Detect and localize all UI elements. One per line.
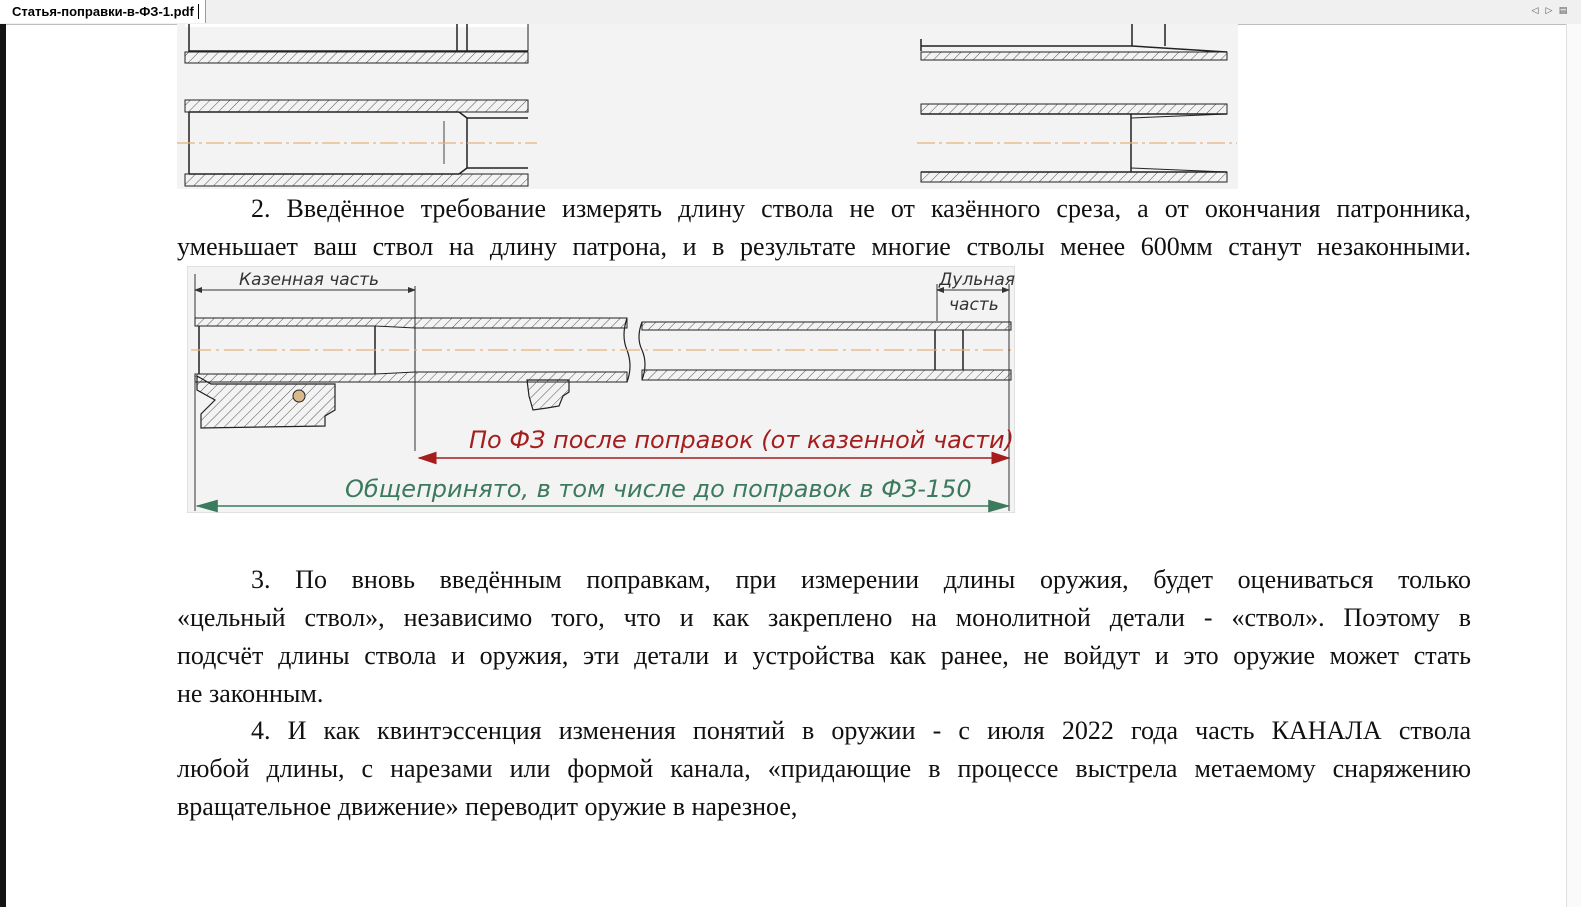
vertical-scrollbar[interactable] — [1566, 24, 1581, 907]
paragraph-3-line-3: подсчёт длины ствола и оружия, эти детали и устройства как ранее, не войдут и это оружие может стать — [177, 641, 1471, 670]
label-after-amendments: По ФЗ после поправок (от казенной части) — [469, 426, 1015, 454]
scroll-tabs-left-icon[interactable]: ◁ — [1531, 6, 1539, 16]
paragraph-3-line-1: 3. По вновь введённым поправкам, при измерении длины оружия, будет оцениваться только — [251, 565, 1471, 594]
paragraph-3-line-4: не законным. — [177, 679, 324, 708]
receiver-part — [197, 376, 335, 428]
paragraph-4 — [177, 712, 1471, 826]
window-menu-icon[interactable]: ▤ — [1558, 6, 1568, 16]
paragraph-2-line-1: 2. Введённое требование измерять длину ствола не от казённого среза, а от окончания патронника, — [251, 194, 1471, 223]
paragraph-3 — [177, 561, 1471, 713]
paragraph-2 — [177, 190, 1471, 266]
paragraph-4-line-1: 4. И как квинтэссенция изменения понятий в оружии - с июля 2022 года часть КАНАЛА ствола — [251, 716, 1471, 745]
label-generally-accepted: Общепринято, в том числе до поправок в ФЗ-150 — [345, 475, 972, 503]
paragraph-2-line-2: уменьшает ваш ствол на длину патрона, и в результате многие стволы менее 600мм станут незаконными. — [177, 232, 1471, 261]
paragraph-4-line-2: любой длины, с нарезами или формой канала, «придающие в процессе выстрела метаемому снаряжению — [177, 754, 1471, 783]
document-tab-title: Статья-поправки-в-ФЗ-1.pdf — [12, 4, 194, 19]
paragraph-4-line-3: вращательное движение» переводит оружие в нарезное, — [177, 792, 798, 821]
label-breech-part: Казенная часть — [239, 270, 379, 290]
document-tab-bar — [0, 0, 1581, 25]
label-muzzle-line-2: часть — [949, 295, 999, 315]
figure-barrel-length-measurement — [187, 266, 1015, 513]
label-muzzle-line-1: Дульная — [939, 270, 1015, 290]
figure-barrel-comparison — [177, 24, 1238, 189]
paragraph-3-line-2: «цельный ствол», независимо того, что и как закреплено на монолитной детали - «ствол». Поэтому в — [177, 603, 1471, 632]
text-cursor — [198, 4, 199, 19]
scroll-tabs-right-icon[interactable]: ▷ — [1545, 6, 1553, 16]
page-left-edge — [0, 24, 6, 907]
document-tab[interactable] — [0, 0, 206, 23]
